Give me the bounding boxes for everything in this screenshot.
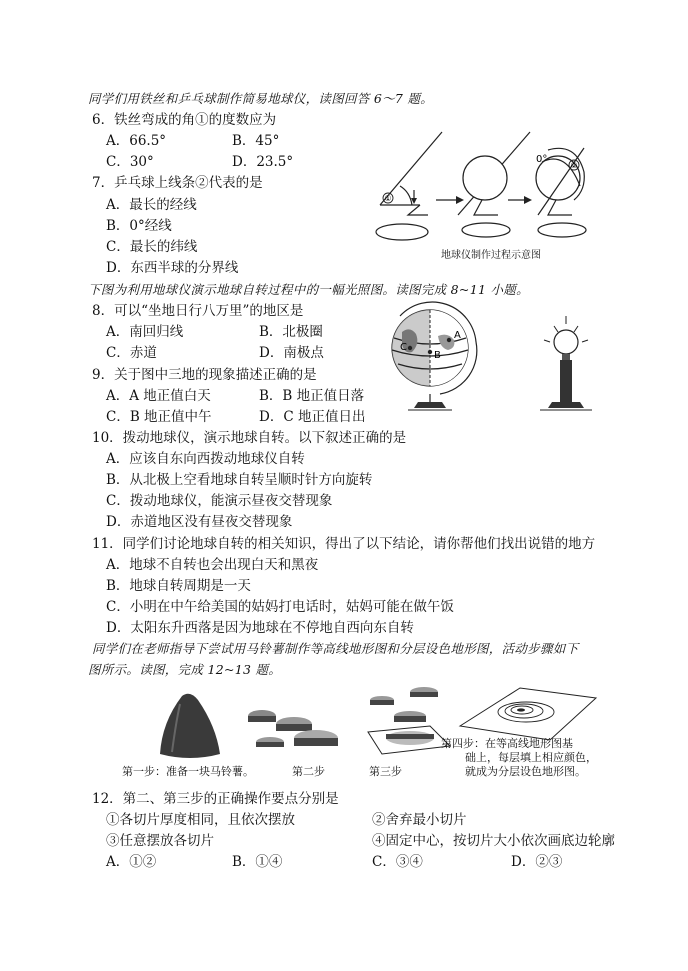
q6-stem: 6．铁丝弯成的角①的度数应为: [92, 112, 277, 128]
q10-option-d: D．赤道地区没有昼夜交替现象: [106, 514, 293, 530]
q12-option-d: D．②③: [511, 854, 563, 870]
step2-caption: 第二步: [292, 765, 325, 778]
label-circle-1: ①: [384, 194, 392, 203]
q9-option-a: A．A 地正值白天: [106, 388, 211, 404]
q6-option-a: A．66.5°: [106, 133, 167, 149]
q12-statement-4: ④固定中心，按切片大小依次画底边轮廓: [372, 833, 615, 849]
q9-option-d: D．C 地正值日出: [259, 409, 366, 425]
step4-caption-line3: 就成为分层设色地形图。: [465, 765, 586, 778]
q7-stem: 7．乒乓球上线条②代表的是: [92, 175, 263, 191]
q7-option-c: C．最长的纬线: [106, 239, 198, 255]
q6-option-c: C．30°: [106, 154, 154, 170]
q12-option-c: C．③④: [372, 854, 423, 870]
point-c-label: C: [400, 342, 407, 353]
q7-option-b: B．0°经线: [106, 218, 172, 234]
q12-option-b: B．①④: [232, 854, 283, 870]
step4-caption-line2: 础上，每层填上相应颜色，: [465, 751, 597, 764]
intro-q12-13-line2: 图所示。读图，完成 12~13 题。: [88, 662, 282, 677]
q6-option-d: D．23.5°: [232, 154, 294, 170]
label-circle-2: ②: [570, 161, 578, 170]
q10-option-a: A．应该自东向西拨动地球仪自转: [106, 451, 305, 467]
step3-caption: 第三步: [369, 765, 402, 778]
intro-q6-7: 同学们用铁丝和乒乓球制作简易地球仪，读图回答 6～7 题。: [88, 91, 434, 106]
intro-q8-11: 下图为利用地球仪演示地球自转过程中的一幅光照图。读图完成 8~11 小题。: [88, 282, 529, 297]
q12-statement-3: ③任意摆放各切片: [106, 833, 214, 849]
q12-option-a: A．①②: [106, 854, 157, 870]
globe-making-diagram: [370, 120, 600, 260]
q9-option-b: B．B 地正值日落: [259, 388, 365, 404]
q12-statement-2: ②舍弃最小切片: [372, 812, 467, 828]
intro-q12-13-line1: 同学们在老师指导下尝试用马铃薯制作等高线地形图和分层设色地形图，活动步骤如下: [92, 641, 579, 656]
q12-statement-1: ①各切片厚度相同，且依次摆放: [106, 812, 295, 828]
q9-stem: 9．关于图中三地的现象描述正确的是: [92, 367, 317, 383]
q11-option-d: D．太阳东升西落是因为地球在不停地自西向东自转: [106, 620, 414, 636]
q8-option-d: D．南极点: [259, 345, 324, 361]
q10-option-c: C．拨动地球仪，能演示昼夜交替现象: [106, 493, 333, 509]
q10-stem: 10．拨动地球仪，演示地球自转。以下叙述正确的是: [92, 430, 407, 446]
globe-lamp-illustration: [380, 302, 610, 414]
globe-diagram-caption: 地球仪制作过程示意图: [441, 250, 541, 261]
q7-option-a: A．最长的经线: [106, 197, 197, 213]
q8-option-c: C．赤道: [106, 345, 157, 361]
step1-caption: 第一步：准备一块马铃薯。: [122, 765, 254, 778]
q11-option-b: B．地球自转周期是一天: [106, 578, 251, 594]
step4-caption-line1: 第四步：在等高线地形图基: [441, 737, 573, 750]
q6-option-b: B．45°: [232, 133, 280, 149]
q8-option-a: A．南回归线: [106, 324, 184, 340]
q8-stem: 8．可以“坐地日行八万里”的地区是: [92, 303, 304, 319]
q8-option-b: B．北极圈: [259, 324, 323, 340]
q7-option-d: D．东西半球的分界线: [106, 260, 239, 276]
q11-option-a: A．地球不自转也会出现白天和黑夜: [106, 557, 319, 573]
q9-option-c: C．B 地正值中午: [106, 409, 212, 425]
point-a-label: A: [454, 330, 461, 341]
q11-option-c: C．小明在中午给美国的姑妈打电话时，姑妈可能在做午饭: [106, 599, 454, 615]
point-b-label: B: [434, 350, 441, 361]
q10-option-b: B．从北极上空看地球自转呈顺时针方向旋转: [106, 472, 373, 488]
q12-stem: 12．第二、第三步的正确操作要点分别是: [92, 791, 339, 807]
label-zero-degree: 0°: [536, 154, 548, 165]
q11-stem: 11．同学们讨论地球自转的相关知识，得出了以下结论，请你帮他们找出说错的地方: [92, 536, 596, 552]
